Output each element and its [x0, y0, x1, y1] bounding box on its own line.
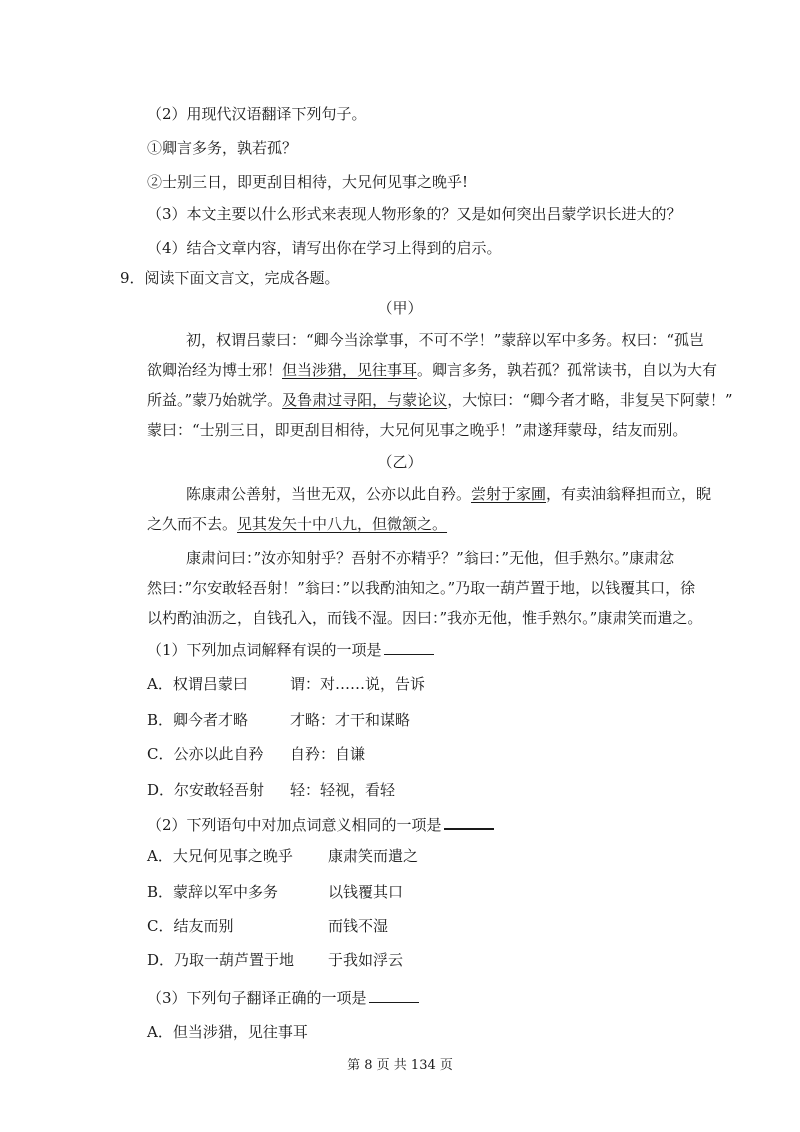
jia-underlined-sentence-2: 及鲁肃过寻阳，与蒙论议: [282, 391, 448, 409]
q9-s2-question-text: （2）下列语句中对加点词意义相同的一项是: [147, 816, 442, 834]
yi-p2-line-3: 以杓酌油沥之，自钱孔入，而钱不湿。因曰：”我亦无他，惟手熟尔。”康肃笑而遣之。: [147, 609, 703, 627]
answer-blank: [384, 640, 434, 655]
q9-s1-option-c-left: C．公亦以此自矜: [147, 745, 264, 763]
jia-line-2: [147, 360, 717, 380]
q9-s2-question: [147, 814, 494, 835]
q8-sub3: （3）本文主要以什么形式来表现人物形象的？又是如何突出吕蒙学识长进大的？: [147, 205, 682, 223]
jia-line-3-a: 所益。”蒙乃始就学。: [147, 391, 283, 409]
q9-s3-question: [147, 988, 419, 1008]
q9-s1-option-a-left: A．权谓吕蒙曰: [147, 675, 248, 693]
jia-line-3-b: ，大惊曰：“卿今者才略，非复吴下阿蒙！”: [447, 391, 733, 409]
q9-s1-option-a-right: 谓：对……说，告诉: [290, 675, 426, 693]
yi-p1-line-2-a: 之久而不去。: [147, 515, 238, 533]
answer-blank: [444, 814, 494, 830]
yi-p2-line-2: 然曰：”尔安敢轻吾射！”翁曰：”以我酌油知之。”乃取一葫芦置于地，以钱覆其口，徐: [147, 579, 696, 597]
q9-s2-option-a-left: A．大兄何见事之晚乎: [147, 847, 293, 865]
yi-p1-line-1-b: ，有卖油翁释担而立，睨: [546, 485, 712, 503]
jia-line-2-a: 欲卿治经为博士邪！: [147, 361, 283, 379]
jia-line-2-b: 。卿言多务，孰若孤？孤常读书，自以为大有: [417, 361, 718, 379]
jia-line-3: [147, 390, 733, 410]
q9-s2-option-a-right: 康肃笑而遣之: [328, 847, 419, 865]
q9-s1-option-b-right: 才略：才干和谋略: [290, 711, 411, 729]
q9-s2-option-c-left: C．结友而别: [147, 917, 234, 935]
yi-underlined-sentence-1: 尝射于家圃: [471, 485, 547, 503]
yi-p1-line-2: [147, 514, 447, 534]
jia-line-4: 蒙曰：“士别三日，即更刮目相待，大兄何见事之晚乎！”肃遂拜蒙母，结友而别。: [147, 421, 688, 439]
q9-s1-option-c-right: 自矜：自谦: [290, 745, 366, 763]
page-footer: 第 8 页 共 134 页: [347, 1058, 453, 1073]
jia-underlined-sentence-1: 但当涉猎，见往事耳: [282, 361, 418, 379]
yi-p2-line-1: 康肃问曰：”汝亦知射乎？吾射不亦精乎？”翁曰：”无他，但手熟尔。”康肃忿: [186, 549, 675, 567]
answer-blank: [369, 988, 419, 1003]
q8-sub2: （2）用现代汉语翻译下列句子。: [147, 105, 367, 123]
q9-s1-option-b-left: B．卿今者才略: [147, 711, 249, 729]
q9-s3-option-a: A．但当涉猎，见往事耳: [147, 1023, 308, 1041]
q9-s2-option-b-left: B．蒙辞以军中多务: [147, 883, 279, 901]
q9-s2-option-b-right: 以钱覆其口: [328, 883, 404, 901]
q8-sub2-item1: ①卿言多务，孰若孤？: [147, 139, 298, 157]
q9-intro: 9．阅读下面文言文，完成各题。: [120, 269, 340, 287]
passage-yi-title: （乙）: [377, 453, 423, 471]
q9-s2-option-d-left: D．乃取一葫芦置于地: [147, 951, 295, 969]
yi-underlined-sentence-2: 见其发矢十中八九，但微颔之。: [237, 515, 448, 533]
q8-sub2-item2: ②士别三日，即更刮目相待，大兄何见事之晚乎!: [147, 173, 469, 191]
yi-p1-line-1: [186, 484, 711, 504]
yi-p1-line-1-a: 陈康肃公善射，当世无双，公亦以此自矜。: [186, 485, 472, 503]
q9-s1-question-text: （1）下列加点词解释有误的一项是: [147, 641, 382, 659]
q9-s1-option-d-left: D．尔安敢轻吾射: [147, 781, 265, 799]
q9-s3-question-text: （3）下列句子翻译正确的一项是: [147, 989, 367, 1007]
q9-s1-option-d-right: 轻：轻视，看轻: [290, 781, 396, 799]
passage-jia-title: （甲）: [377, 299, 423, 317]
q9-s2-option-d-right: 于我如浮云: [328, 951, 404, 969]
q9-s2-option-c-right: 而钱不湿: [328, 917, 389, 935]
jia-line-1: 初，权谓吕蒙曰：“卿今当涂掌事，不可不学！”蒙辞以军中多务。权曰：“孤岂: [186, 331, 705, 349]
q8-sub4: （4）结合文章内容，请写出你在学习上得到的启示。: [147, 239, 502, 257]
q9-s1-question: [147, 640, 434, 660]
